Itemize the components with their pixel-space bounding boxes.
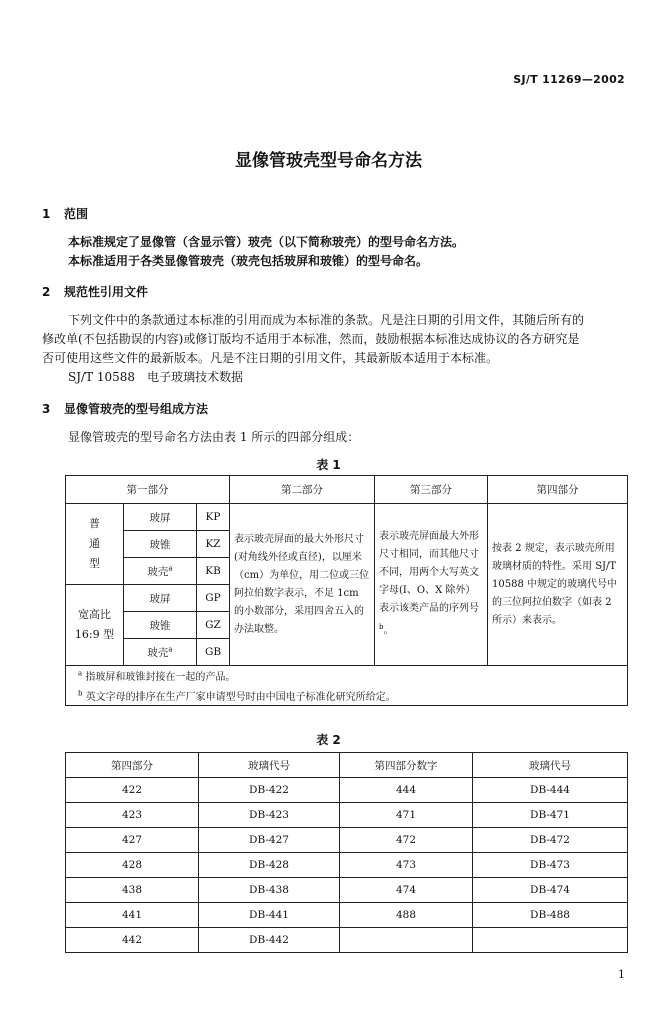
- table-cell: [473, 928, 628, 953]
- footnote-mark: a: [168, 564, 173, 572]
- table-row: [66, 903, 628, 928]
- table-row: [66, 878, 628, 903]
- paragraph: 显像管玻壳的型号命名方法由表 1 所示的四部分组成：: [68, 430, 360, 444]
- table-cell: DB-438: [199, 878, 340, 903]
- table-header-cell: 第二部分: [230, 476, 375, 504]
- table-cell: 444: [340, 778, 473, 803]
- table-header-cell: 第一部分: [66, 476, 230, 504]
- footnote-text: 指玻屏和玻锥封接在一起的产品。: [85, 672, 236, 683]
- section-2-heading: [42, 283, 148, 300]
- part-cell: 玻锥: [124, 612, 197, 639]
- part-cell: 玻屏: [124, 504, 197, 531]
- code-cell: KB: [197, 558, 230, 585]
- part-cell: 玻锥: [124, 531, 197, 558]
- section-number: 2: [42, 285, 51, 299]
- code-cell: GZ: [197, 612, 230, 639]
- part3-description: [375, 504, 488, 666]
- code-cell: KZ: [197, 531, 230, 558]
- paragraph: 本标准适用于各类显像管玻壳（玻壳包括玻屏和玻锥）的型号命名。: [68, 254, 429, 268]
- section-1-heading: [42, 205, 88, 222]
- table-cell: 472: [340, 828, 473, 853]
- table-2: [65, 752, 628, 953]
- part-label: 玻壳: [147, 646, 169, 659]
- table-header-cell: 第四部分数字: [340, 753, 473, 778]
- table-cell: 427: [66, 828, 199, 853]
- table-cell: 488: [340, 903, 473, 928]
- footnote-mark: b: [379, 623, 384, 632]
- footnote-mark: a: [168, 645, 173, 653]
- table-header-cell: 第三部分: [375, 476, 488, 504]
- part3-desc-text: 表示玻壳屏面最大外形尺寸相同，而其他尺寸不同，用两个大写英文字母(I、O、X 除外）表示该类产品的序列号: [379, 531, 480, 615]
- table-cell: 422: [66, 778, 199, 803]
- table-cell: 442: [66, 928, 199, 953]
- paragraph: 修改单(不包括勘误的内容)或修订版均不适用于本标准，然而，鼓励根据本标准达成协议的各方研究是: [42, 332, 580, 346]
- table-cell: DB-427: [199, 828, 340, 853]
- table-row: [66, 928, 628, 953]
- reference-entry: SJ/T 10588 电子玻璃技术数据: [68, 370, 244, 384]
- table-1: [65, 475, 628, 706]
- page-number: 1: [618, 968, 625, 981]
- part2-description: 表示玻壳屏面的最大外形尺寸(对角线外径或直径)，以厘米（cm）为单位，用二位或三位阿拉伯数字表示，不足 1cm 的小数部分，采用四舍五入的办法取整。: [230, 504, 375, 666]
- document-title: 显像管玻壳型号命名方法: [235, 151, 422, 171]
- table-footnote: [66, 666, 628, 686]
- part-label: 玻壳: [147, 565, 169, 578]
- table-cell: DB-473: [473, 853, 628, 878]
- table-cell: DB-423: [199, 803, 340, 828]
- table-cell: DB-442: [199, 928, 340, 953]
- section-number: 3: [42, 402, 51, 416]
- part-cell: [124, 639, 197, 666]
- section-3-heading: [42, 400, 208, 417]
- table-cell: 428: [66, 853, 199, 878]
- table-cell: DB-444: [473, 778, 628, 803]
- table-row: [66, 853, 628, 878]
- part-cell: [124, 558, 197, 585]
- paragraph: 下列文件中的条款通过本标准的引用而成为本标准的条款。凡是注日期的引用文件，其随后所有的: [68, 313, 585, 327]
- group-name-cell: 普 通 型: [66, 504, 124, 585]
- table-cell: 474: [340, 878, 473, 903]
- table-cell: DB-488: [473, 903, 628, 928]
- part-cell: 玻屏: [124, 585, 197, 612]
- table-cell: DB-472: [473, 828, 628, 853]
- code-cell: GP: [197, 585, 230, 612]
- table-cell: DB-441: [199, 903, 340, 928]
- section-title: 显像管玻壳的型号组成方法: [64, 402, 209, 416]
- table-header-cell: 第四部分: [488, 476, 628, 504]
- section-number: 1: [42, 207, 51, 221]
- table1-caption: 表 1: [316, 458, 341, 472]
- table-cell: DB-428: [199, 853, 340, 878]
- table-footnote: [66, 685, 628, 706]
- table-header-cell: 玻璃代号: [199, 753, 340, 778]
- table-row: [66, 828, 628, 853]
- paragraph: 本标准规定了显像管（含显示管）玻壳（以下简称玻壳）的型号命名方法。: [68, 235, 465, 249]
- table-cell: DB-474: [473, 878, 628, 903]
- table-row: [66, 778, 628, 803]
- table-cell: [340, 928, 473, 953]
- paragraph: 否可使用这些文件的最新版本。凡是不注日期的引用文件，其最新版本适用于本标准。: [42, 351, 499, 365]
- table-cell: 423: [66, 803, 199, 828]
- table-row: [66, 803, 628, 828]
- table-cell: 471: [340, 803, 473, 828]
- part4-description: 按表 2 规定，表示玻壳所用玻璃材质的特性。采用 SJ/T 10588 中规定的玻璃代号中的三位阿拉伯数字（如表 2 所示）来表示。: [488, 504, 628, 666]
- section-title: 规范性引用文件: [64, 285, 149, 299]
- table-cell: 441: [66, 903, 199, 928]
- table-header-cell: 第四部分: [66, 753, 199, 778]
- table-cell: DB-422: [199, 778, 340, 803]
- table-cell: 438: [66, 878, 199, 903]
- group-name-cell: 宽高比 16:9 型: [66, 585, 124, 666]
- table-cell: 473: [340, 853, 473, 878]
- table-cell: DB-471: [473, 803, 628, 828]
- table-header-cell: 玻璃代号: [473, 753, 628, 778]
- footnote-mark: a: [78, 669, 83, 678]
- table2-caption: 表 2: [316, 733, 341, 747]
- code-cell: GB: [197, 639, 230, 666]
- section-title: 范围: [64, 207, 89, 221]
- standard-code: SJ/T 11269—2002: [513, 73, 625, 86]
- code-cell: KP: [197, 504, 230, 531]
- footnote-mark: b: [78, 689, 83, 698]
- footnote-text: 英文字母的排序在生产厂家申请型号时由中国电子标准化研究所给定。: [85, 691, 396, 703]
- part3-desc-end: 。: [383, 625, 394, 637]
